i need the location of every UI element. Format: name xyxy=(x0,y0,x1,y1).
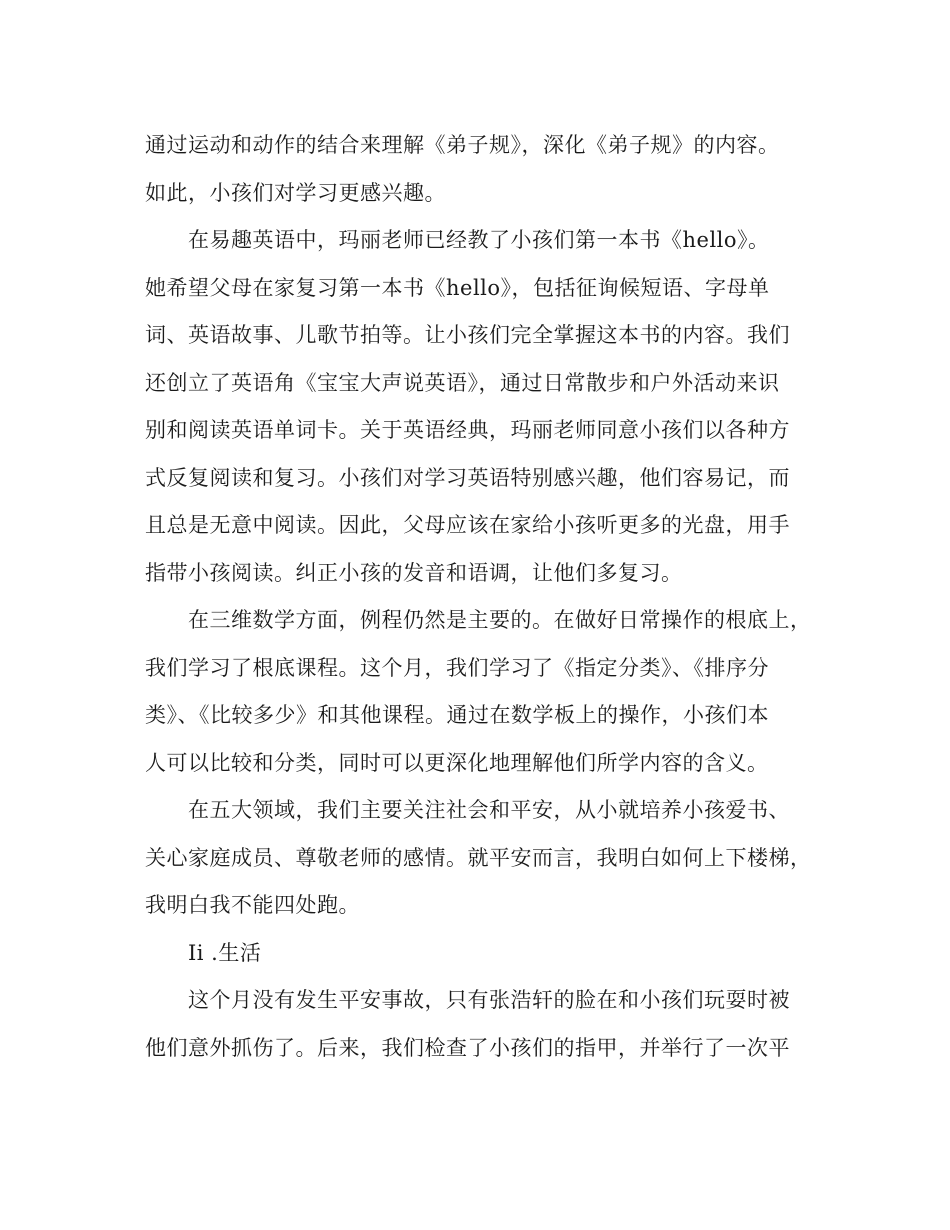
text-line: 如此，小孩们对学习更感兴趣。 xyxy=(145,180,446,205)
section-heading: Ii .生活 xyxy=(188,940,262,965)
paragraph-first-line: 在五大领域，我们主要关注社会和平安，从小就培养小孩爱书、 xyxy=(188,798,790,822)
paragraph-first-line: 在三维数学方面，例程仍然是主要的。在做好日常操作的根底上， xyxy=(188,608,812,632)
text-line: 别和阅读英语单词卡。关于英语经典，玛丽老师同意小孩们以各种方 xyxy=(145,418,790,442)
paragraph-first-line: 这个月没有发生平安事故，只有张浩轩的脸在和小孩们玩耍时被 xyxy=(188,988,790,1012)
text-line: 人可以比较和分类，同时可以更深化地理解他们所学内容的含义。 xyxy=(145,750,769,775)
text-line: 式反复阅读和复习。小孩们对学习英语特别感兴趣，他们容易记，而 xyxy=(145,465,790,490)
text-line: 我们学习了根底课程。这个月，我们学习了《指定分类》、《排序分 xyxy=(145,655,769,680)
paragraph-first-line: 在易趣英语中，玛丽老师已经教了小孩们第一本书《hello》。 xyxy=(188,228,770,252)
text-line: 我明白我不能四处跑。 xyxy=(145,893,360,917)
text-line: 她希望父母在家复习第一本书《hello》，包括征询候短语、字母单 xyxy=(145,275,770,300)
document-body xyxy=(145,122,825,1072)
text-line: 关心家庭成员、尊敬老师的感情。就平安而言，我明白如何上下楼梯， xyxy=(145,845,812,870)
text-line: 且总是无意中阅读。因此，父母应该在家给小孩听更多的光盘，用手 xyxy=(145,513,790,537)
text-line: 类》、《比较多少》和其他课程。通过在数学板上的操作，小孩们本 xyxy=(145,703,769,727)
text-line: 还创立了英语角《宝宝大声说英语》，通过日常散步和户外活动来识 xyxy=(145,370,780,395)
text-line: 通过运动和动作的结合来理解《弟子规》，深化《弟子规》的内容。 xyxy=(145,133,780,157)
text-line: 词、英语故事、儿歌节拍等。让小孩们完全掌握这本书的内容。我们 xyxy=(145,323,790,347)
text-line: 他们意外抓伤了。后来，我们检查了小孩们的指甲，并举行了一次平 xyxy=(145,1035,790,1060)
text-line: 指带小孩阅读。纠正小孩的发音和语调，让他们多复习。 xyxy=(145,560,683,585)
